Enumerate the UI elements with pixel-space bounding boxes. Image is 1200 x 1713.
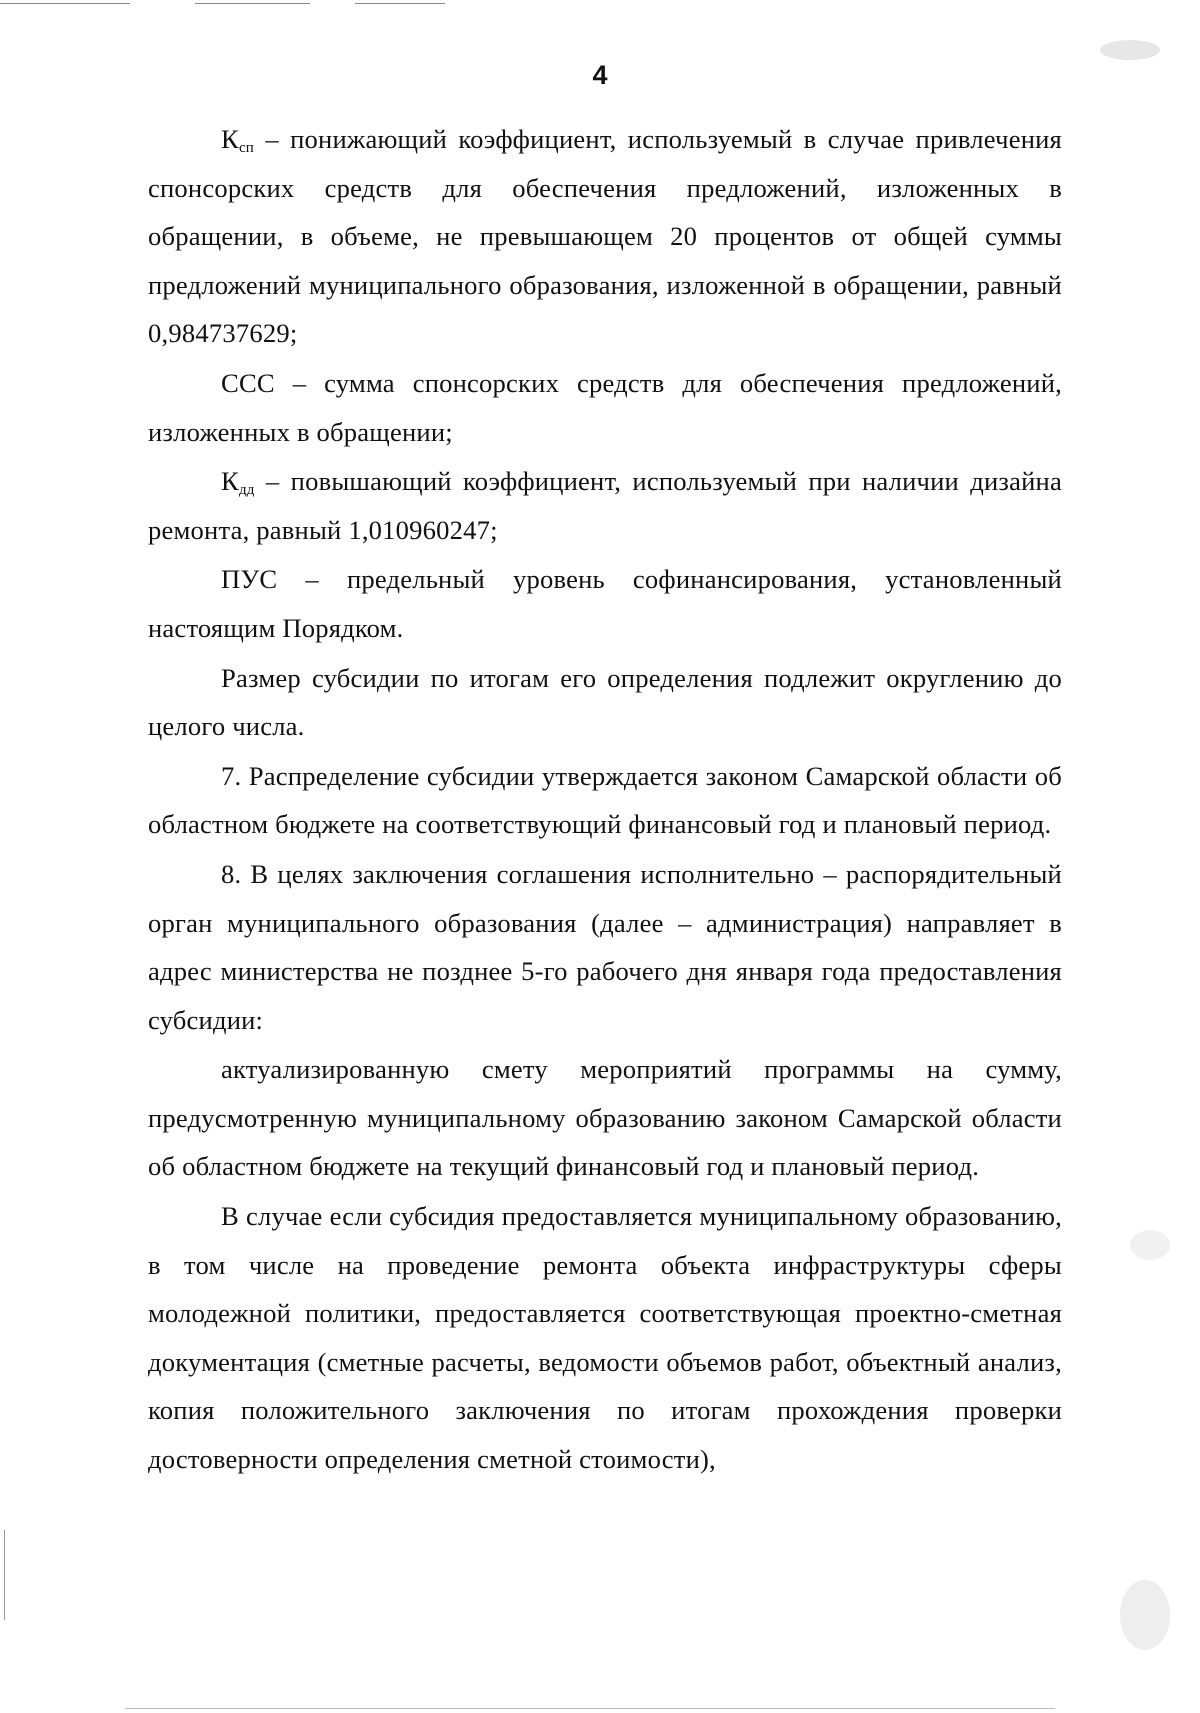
paragraph-rounding: Размер субсидии по итогам его определения подлежит округлению до целого числа. [148, 662, 1062, 742]
paragraph-item-8: 8. В целях заключения соглашения исполнительно – распорядительный орган муниципального образования (далее – администрация) направляет в адрес министерства не позднее 5-го рабочего дня января года предоставления субсидии: [148, 858, 1062, 1035]
scan-artifact-speckle [1120, 1580, 1170, 1650]
paragraph-sss: ССС – сумма спонсорских средств для обеспечения предложений, изложенных в обращении; [148, 367, 1062, 447]
coefficient-symbol: $К_{дд}$ [221, 466, 255, 499]
paragraph-coefficient-ksp: $К_{сп}$ – понижающий коэффициент, используемый в случае привлечения спонсорских средств для обеспечения предложений, изложенных в обращении, в объеме, не превышающем 20 процентов от общей суммы предложений муниципального образования, изложенной в обращении, равный 0,984737629; [148, 124, 1062, 349]
page-number: 4 [592, 60, 608, 90]
scan-artifact-left-mark [4, 1530, 5, 1620]
scan-artifact-top-line [0, 3, 130, 4]
paragraph-estimate: актуализированную смету мероприятий программы на сумму, предусмотренную муниципальному образованию законом Самарской области об областном бюджете на текущий финансовый год и плановый период. [148, 1054, 1062, 1182]
scan-artifact-speckle [1130, 1230, 1170, 1260]
scan-artifact-speckle [1100, 40, 1160, 60]
paragraph-item-7: 7. Распределение субсидии утверждается законом Самарской области об областном бюджете на соответствующий финансовый год и плановый период. [148, 760, 1062, 840]
coefficient-symbol: $К_{сп}$ [221, 124, 255, 156]
paragraph-pus: ПУС – предельный уровень софинансирования, установленный настоящим Порядком. [148, 564, 1062, 643]
scan-artifact-bottom-line [125, 1708, 1055, 1709]
scan-artifact-top-line [195, 3, 310, 4]
scan-artifact-top-line [355, 3, 445, 4]
paragraph-repair-docs: В случае если субсидия предоставляется муниципальному образованию, в том числе на проведение ремонта объекта инфраструктуры сферы молодежной политики, предоставляется соответствующая проектно-сметная документация (сметные расчеты, ведомости объемов работ, объектный анализ, копия положительного заключения по итогам прохождения проверки достоверности определения сметной стоимости), [148, 1201, 1062, 1475]
document-body [148, 115, 1062, 1485]
paragraph-coefficient-kdd: $К_{дд}$ – повышающий коэффициент, используемый при наличии дизайна ремонта, равный 1,010960247; [148, 466, 1062, 545]
